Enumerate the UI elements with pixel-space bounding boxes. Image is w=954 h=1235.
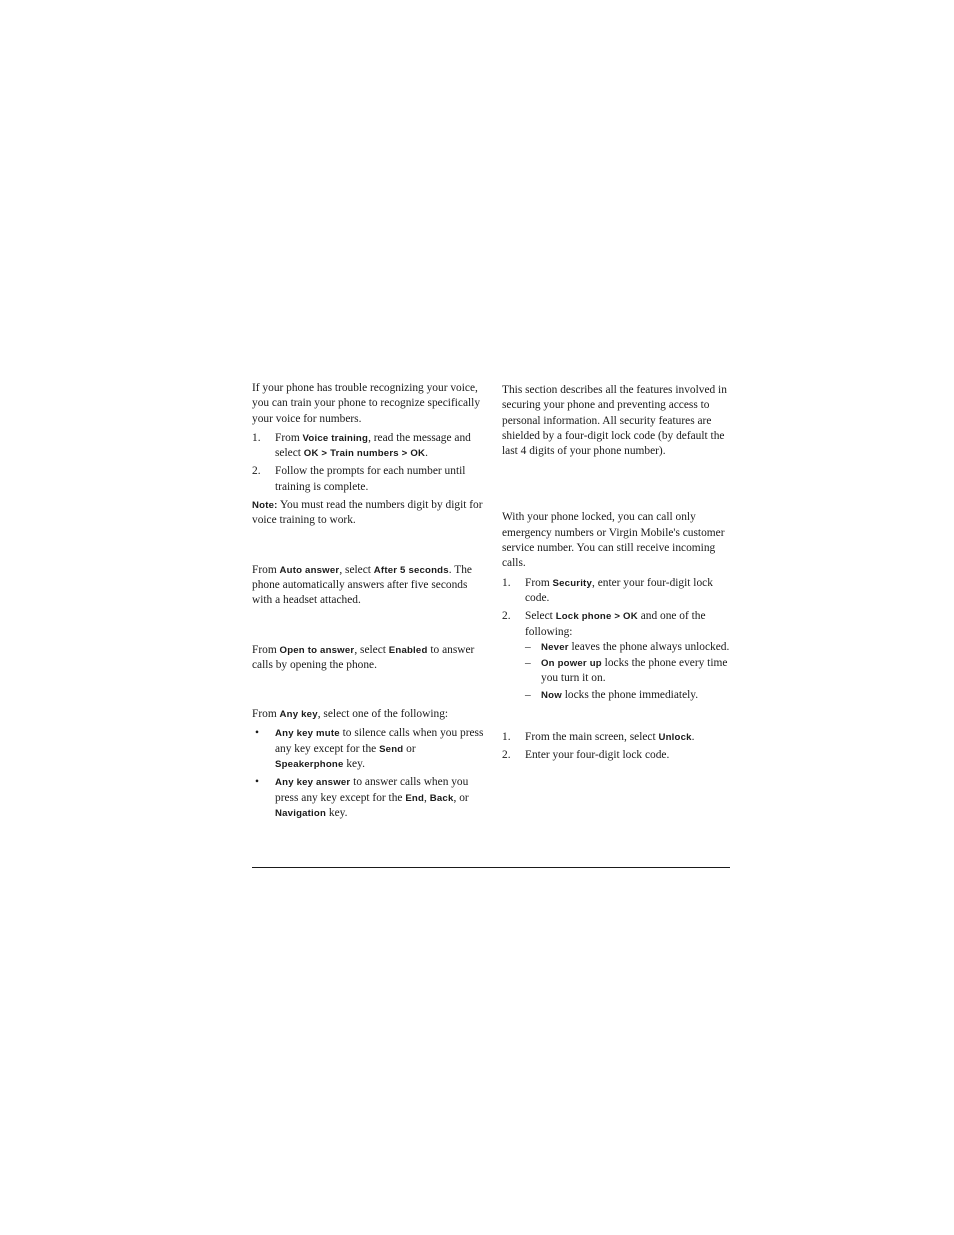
menu-option: Open to answer bbox=[279, 644, 355, 656]
key-name: Send bbox=[379, 743, 404, 755]
list-item: 2. Enter your four-digit lock code. bbox=[502, 748, 734, 763]
auto-answer-paragraph: From Auto answer, select After 5 seconds. The phone automatically answers after five seconds with a headset attached. bbox=[252, 563, 472, 607]
step-number: 2. bbox=[502, 749, 511, 762]
note-label: Note: bbox=[252, 500, 278, 512]
bullet-icon: • bbox=[255, 776, 259, 789]
menu-path: Lock phone > OK bbox=[555, 611, 638, 623]
note-text: You must read the numbers digit by digit for voice training to work. bbox=[252, 499, 483, 527]
menu-option: Auto answer bbox=[279, 564, 340, 576]
key-name: Speakerphone bbox=[275, 759, 344, 771]
key-name: Back bbox=[429, 792, 454, 804]
lock-phone-steps bbox=[502, 576, 734, 703]
unlock-steps bbox=[502, 730, 734, 764]
any-key-paragraph: From Any key, select one of the following: bbox=[252, 708, 449, 721]
key-name: Navigation bbox=[275, 807, 327, 819]
any-key-options bbox=[252, 726, 484, 821]
lock-phone-intro: With your phone locked, you can call only emergency numbers or Virgin Mobile's customer service number. You can still receive incoming calls. bbox=[502, 511, 725, 570]
list-item: 1. From Voice training, read the message and select OK > Train numbers > OK. bbox=[252, 431, 471, 460]
right-column bbox=[502, 383, 734, 767]
list-item: • Any key mute to silence calls when you press any key except for the Send or Speakerphone key. bbox=[255, 727, 484, 771]
step-number: 1. bbox=[252, 431, 261, 444]
bullet-icon: • bbox=[255, 727, 259, 740]
note bbox=[252, 498, 484, 529]
menu-option: Voice training bbox=[302, 432, 369, 444]
key-name: End bbox=[405, 792, 425, 804]
list-item: – Never leaves the phone always unlocked. bbox=[525, 640, 734, 655]
menu-option: Enabled bbox=[388, 644, 428, 656]
dash-icon: – bbox=[525, 688, 531, 701]
dash-icon: – bbox=[525, 657, 531, 670]
list-item: – On power up locks the phone every time you turn it on. bbox=[525, 657, 728, 685]
list-item: – Now locks the phone immediately. bbox=[525, 688, 734, 703]
menu-option: Never bbox=[541, 641, 569, 653]
menu-option: On power up bbox=[541, 658, 602, 670]
step-number: 1. bbox=[502, 731, 511, 744]
list-item: 1. From Security, enter your four-digit lock code. bbox=[502, 576, 713, 604]
menu-path: OK > Train numbers > OK bbox=[303, 448, 426, 460]
menu-option: Any key bbox=[279, 709, 318, 721]
menu-option: Any key mute bbox=[275, 728, 340, 740]
list-item: 2. Select Lock phone > OK and one of the following: – Never leaves the phone always unlocked. – On power up locks the phone every time you turn it on. – Now locks the phone immediately. bbox=[502, 609, 734, 703]
list-item: • Any key answer to answer calls when you press any key except for the End, Back, or Navigation key. bbox=[255, 776, 469, 819]
step-number: 1. bbox=[502, 576, 511, 589]
security-intro: This section describes all the features involved in securing your phone and preventing access to personal information. All security features are shielded by a four-digit lock code (by default the last 4 digits of your phone number). bbox=[502, 384, 727, 458]
menu-option: Security bbox=[552, 577, 592, 589]
menu-option: After 5 seconds bbox=[373, 564, 449, 576]
menu-option: Unlock bbox=[658, 732, 692, 744]
open-to-answer-paragraph: From Open to answer, select Enabled to answer calls by opening the phone. bbox=[252, 643, 475, 671]
lock-options bbox=[525, 640, 734, 703]
list-item: 2. Follow the prompts for each number until training is complete. bbox=[252, 465, 466, 493]
step-number: 2. bbox=[252, 465, 261, 478]
footer-rule bbox=[252, 867, 730, 868]
menu-option: Now bbox=[541, 689, 562, 701]
voice-training-steps bbox=[252, 431, 484, 495]
list-item: 1. From the main screen, select Unlock. bbox=[502, 730, 734, 745]
left-column bbox=[252, 381, 484, 824]
dash-icon: – bbox=[525, 640, 531, 653]
voice-training-intro: If your phone has trouble recognizing your voice, you can train your phone to recognize specifically your voice for numbers. bbox=[252, 382, 481, 425]
step-number: 2. bbox=[502, 610, 511, 623]
menu-option: Any key answer bbox=[275, 777, 351, 789]
